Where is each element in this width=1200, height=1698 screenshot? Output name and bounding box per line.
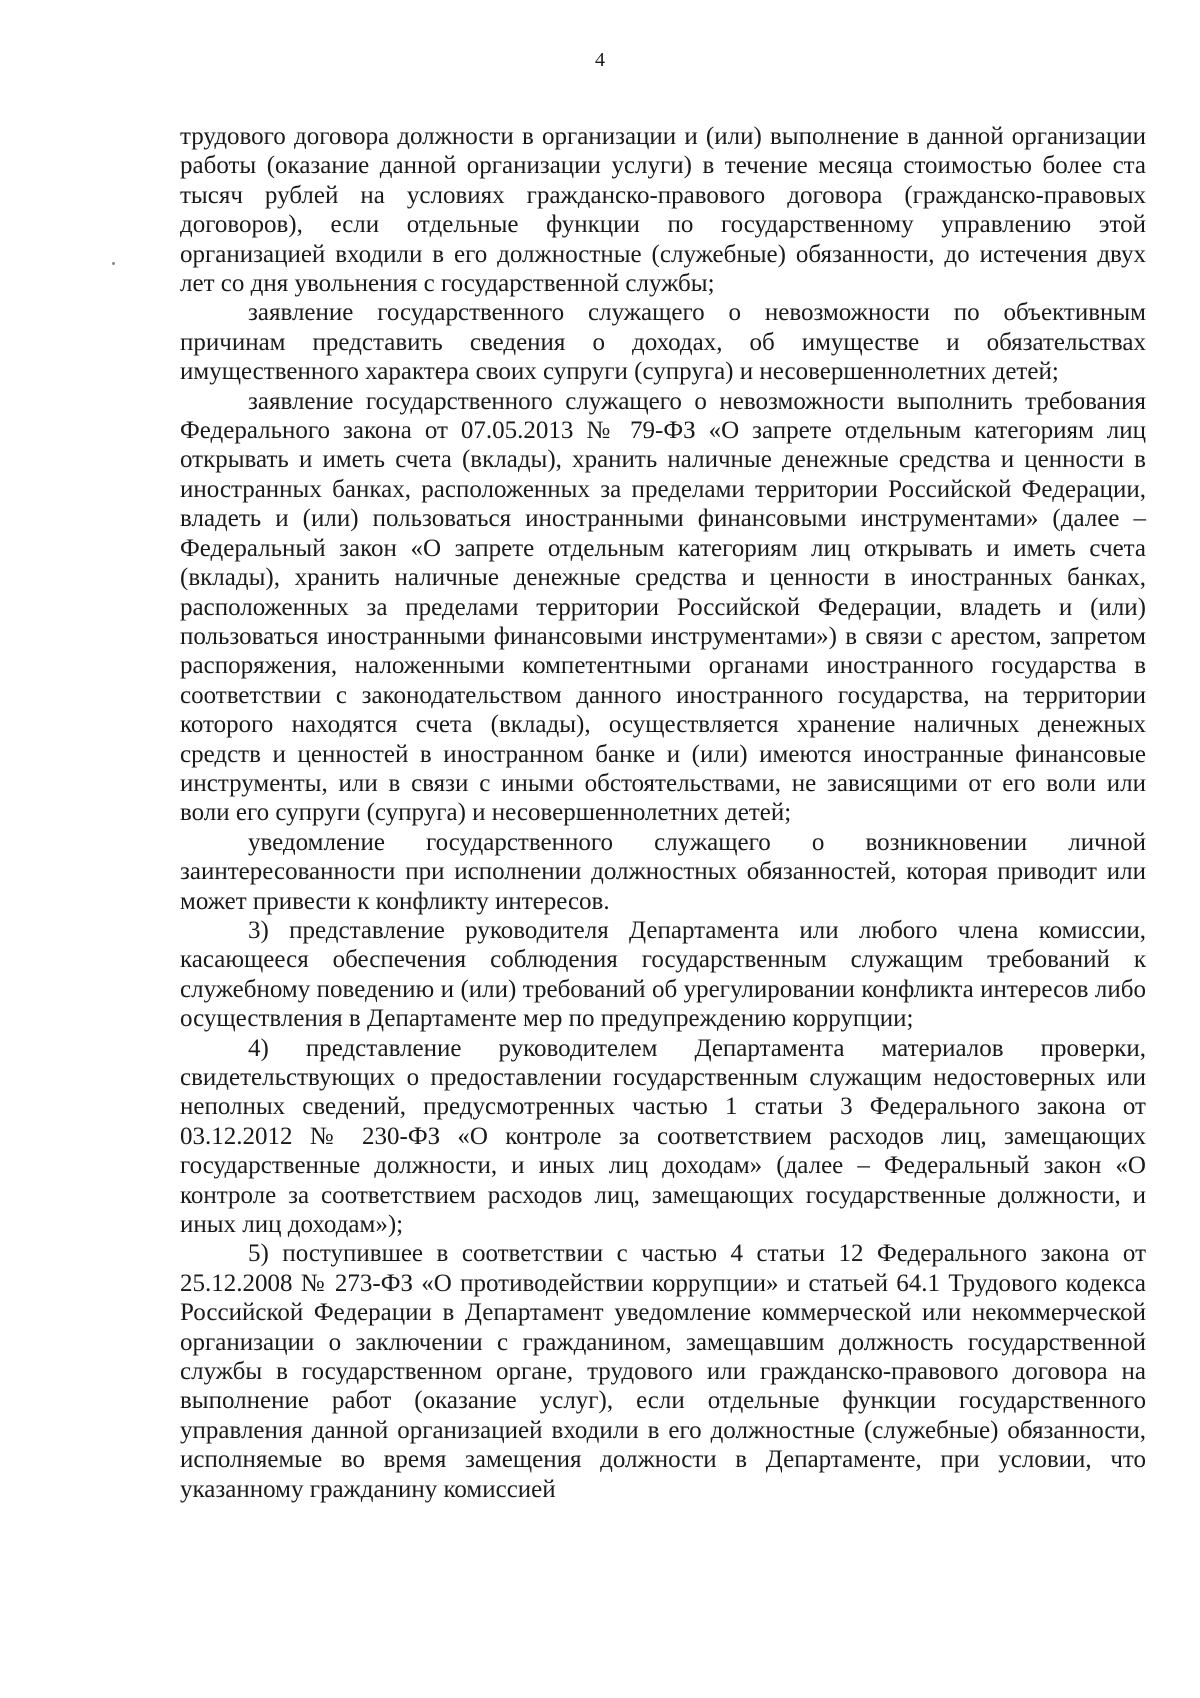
paragraph-notice-conflict: уведомление государственного служащего о возникновении личной заинтересованности при исполнении должностных обязанностей, которая приводит или может привести к конфликту интересов. — [180, 828, 1146, 915]
document-body — [180, 122, 1146, 1504]
page-number: 4 — [595, 49, 605, 71]
paragraph-item-3: 3) представление руководителя Департамента или любого члена комиссии, касающееся обеспечения соблюдения государственным служащим требований к служебному поведению и (или) требований об урегулировании конфликта интересов либо осуществления в Департаменте мер по предупреждению коррупции; — [180, 916, 1146, 1033]
paragraph-statement-foreign-accounts: заявление государственного служащего о невозможности выполнить требования Федерального закона от 07.05.2013 № 79-ФЗ «О запрете отдельным категориям лиц открывать и иметь счета (вклады), хранить наличные денежные средства и ценности в иностранных банках, расположенных за пределами территории Российской Федерации, владеть и (или) пользоваться иностранными финансовыми инструментами» (далее – Федеральный закон «О запрете отдельным категориям лиц открывать и иметь счета (вклады), хранить наличные денежные средства и ценности в иностранных банках, расположенных за пределами территории Российской Федерации, владеть и (или) пользоваться иностранными финансовыми инструментами») в связи с арестом, запретом распоряжения, наложенными компетентными органами иностранного государства в соответствии с законодательством данного иностранного государства, на территории которого находятся счета (вклады), осуществляется хранение наличных денежных средств и ценностей в иностранном банке и (или) имеются иностранные финансовые инструменты, или в связи с иными обстоятельствами, не зависящими от его воли или воли его супруги (супруга) и несовершеннолетних детей; — [180, 387, 1146, 827]
scan-speck — [112, 262, 115, 265]
paragraph-item-4: 4) представление руководителем Департамента материалов проверки, свидетельствующих о предоставлении государственным служащим недостоверных или неполных сведений, предусмотренных частью 1 статьи 3 Федерального закона от 03.12.2012 № 230-ФЗ «О контроле за соответствием расходов лиц, замещающих государственные должности, и иных лиц доходам» (далее – Федеральный закон «О контроле за соответствием расходов лиц, замещающих государственные должности, и иных лиц доходам»); — [180, 1034, 1146, 1239]
paragraph-statement-income: заявление государственного служащего о невозможности по объективным причинам представить сведения о доходах, об имуществе и обязательствах имущественного характера своих супруги (супруга) и несовершеннолетних детей; — [180, 299, 1146, 386]
paragraph-item-5: 5) поступившее в соответствии с частью 4 статьи 12 Федерального закона от 25.12.2008 № 273-ФЗ «О противодействии коррупции» и статьей 64.1 Трудового кодекса Российской Федерации в Департамент уведомление коммерческой или некоммерческой организации о заключении с гражданином, замещавшим должность государственной службы в государственном органе, трудового или гражданско-правового договора на выполнение работ (оказание услуг), если отдельные функции государственного управления данной организацией входили в его должностные (служебные) обязанности, исполняемые во время замещения должности в Департаменте, при условии, что указанному гражданину комиссией — [180, 1240, 1146, 1503]
paragraph-continuation: трудового договора должности в организации и (или) выполнение в данной организации работы (оказание данной организации услуги) в течение месяца стоимостью более ста тысяч рублей на условиях гражданско-правового договора (гражданско-правовых договоров), если отдельные функции по государственному управлению этой организацией входили в его должностные (служебные) обязанности, до истечения двух лет со дня увольнения с государственной службы; — [180, 123, 1146, 298]
